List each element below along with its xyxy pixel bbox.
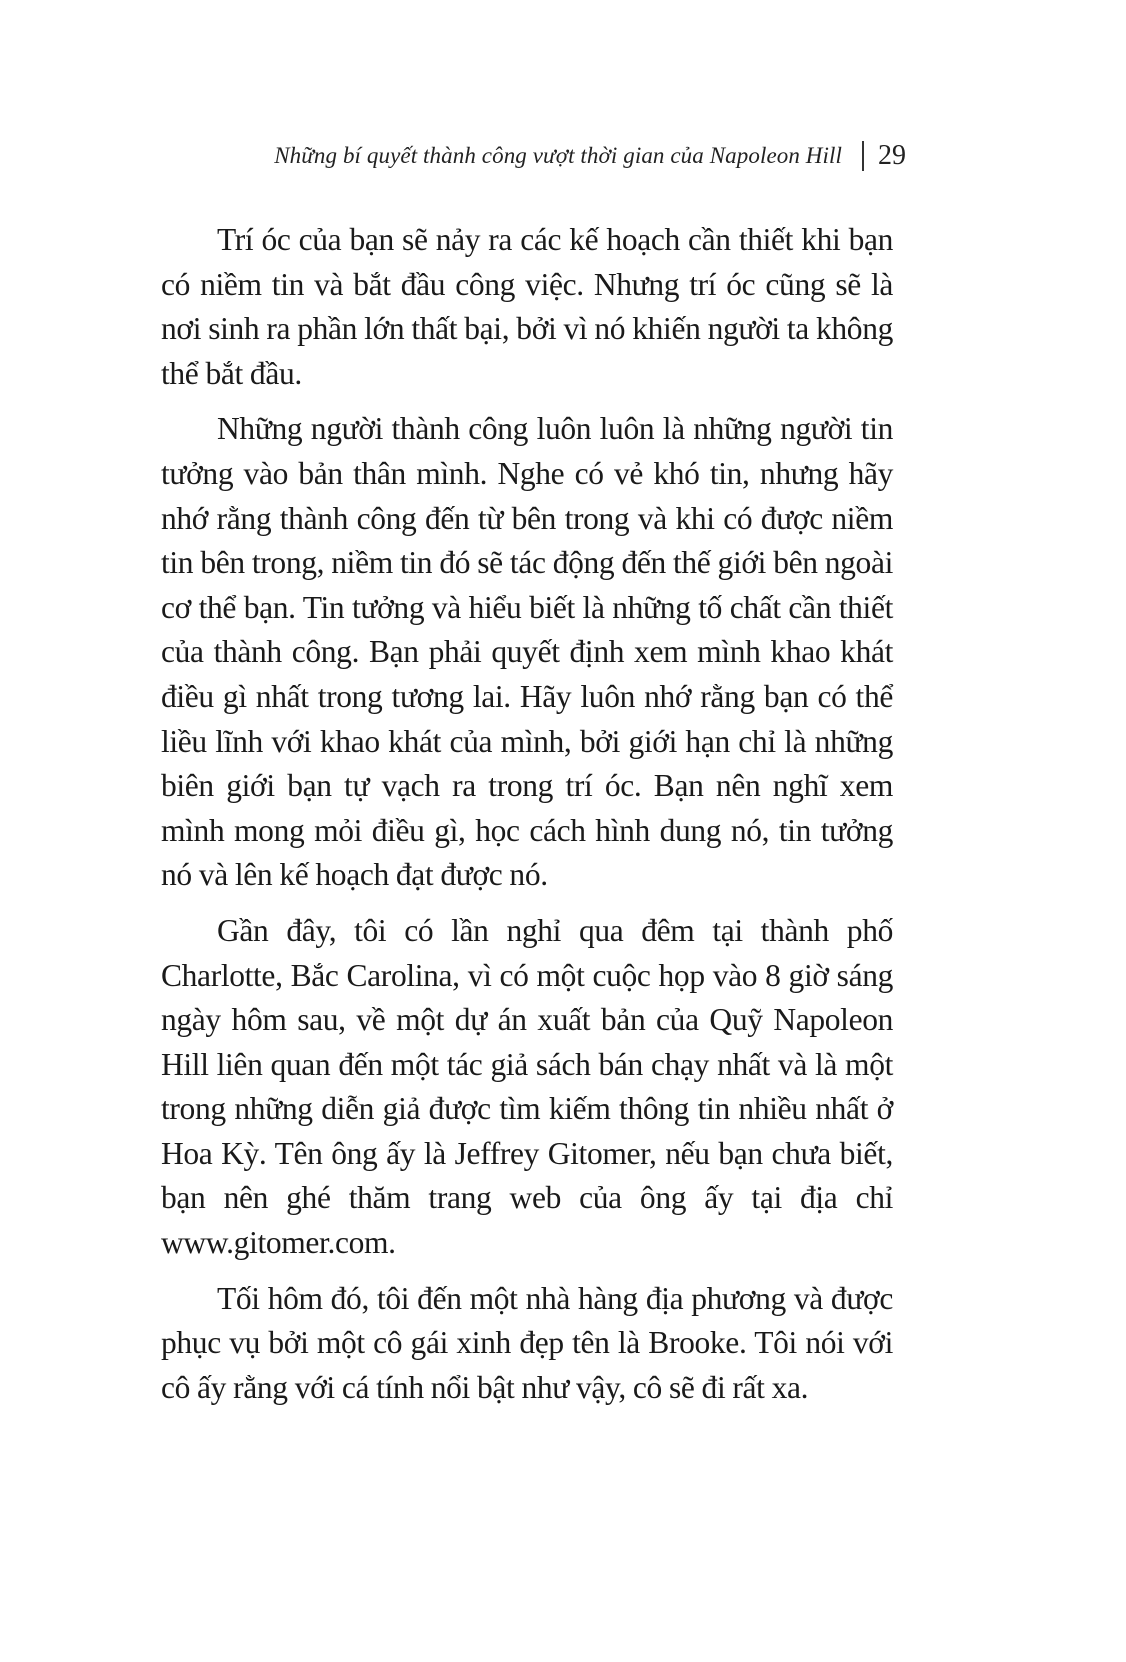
paragraph: Gần đây, tôi có lần nghỉ qua đêm tại thành phố Charlotte, Bắc Carolina, vì có một cuộc họp vào 8 giờ sáng ngày hôm sau, về một dự án xuất bản của Quỹ Napoleon Hill liên quan đến một tác giả sách bán chạy nhất và là một trong những diễn giả được tìm kiếm thông tin nhiều nhất ở Hoa Kỳ. Tên ông ấy là Jeffrey Gitomer, nếu bạn chưa biết, bạn nên ghé thăm trang web của ông ấy tại địa chỉ www.gitomer.com.	[161, 912, 893, 1261]
page-number: 29	[878, 140, 906, 171]
paragraph: Những người thành công luôn luôn là những người tin tưởng vào bản thân mình. Nghe có vẻ khó tin, nhưng hãy nhớ rằng thành công đến từ bên trong và khi có được niềm tin bên trong, niềm tin đó sẽ tác động đến thế giới bên ngoài cơ thể bạn. Tin tưởng và hiểu biết là những tố chất cần thiết của thành công. Bạn phải quyết định xem mình khao khát điều gì nhất trong tương lai. Hãy luôn nhớ rằng bạn có thể liều lĩnh với khao khát của mình, bởi giới hạn chỉ là những biên giới bạn tự vạch ra trong trí óc. Bạn nên nghĩ xem mình mong mỏi điều gì, học cách hình dung nó, tin tưởng nó và lên kế hoạch đạt được nó.	[161, 411, 893, 893]
body-text	[161, 218, 893, 1421]
header-divider	[862, 141, 864, 171]
paragraph: Tối hôm đó, tôi đến một nhà hàng địa phương và được phục vụ bởi một cô gái xinh đẹp tên là Brooke. Tôi nói với cô ấy rằng với cá tính nổi bật như vậy, cô sẽ đi rất xa.	[161, 1280, 893, 1405]
running-header-title: Những bí quyết thành công vượt thời gian của Napoleon Hill	[274, 143, 842, 168]
running-header	[274, 140, 906, 172]
paragraph: Trí óc của bạn sẽ nảy ra các kế hoạch cần thiết khi bạn có niềm tin và bắt đầu công việc. Nhưng trí óc cũng sẽ là nơi sinh ra phần lớn thất bại, bởi vì nó khiến người ta không thể bắt đầu.	[161, 222, 893, 391]
